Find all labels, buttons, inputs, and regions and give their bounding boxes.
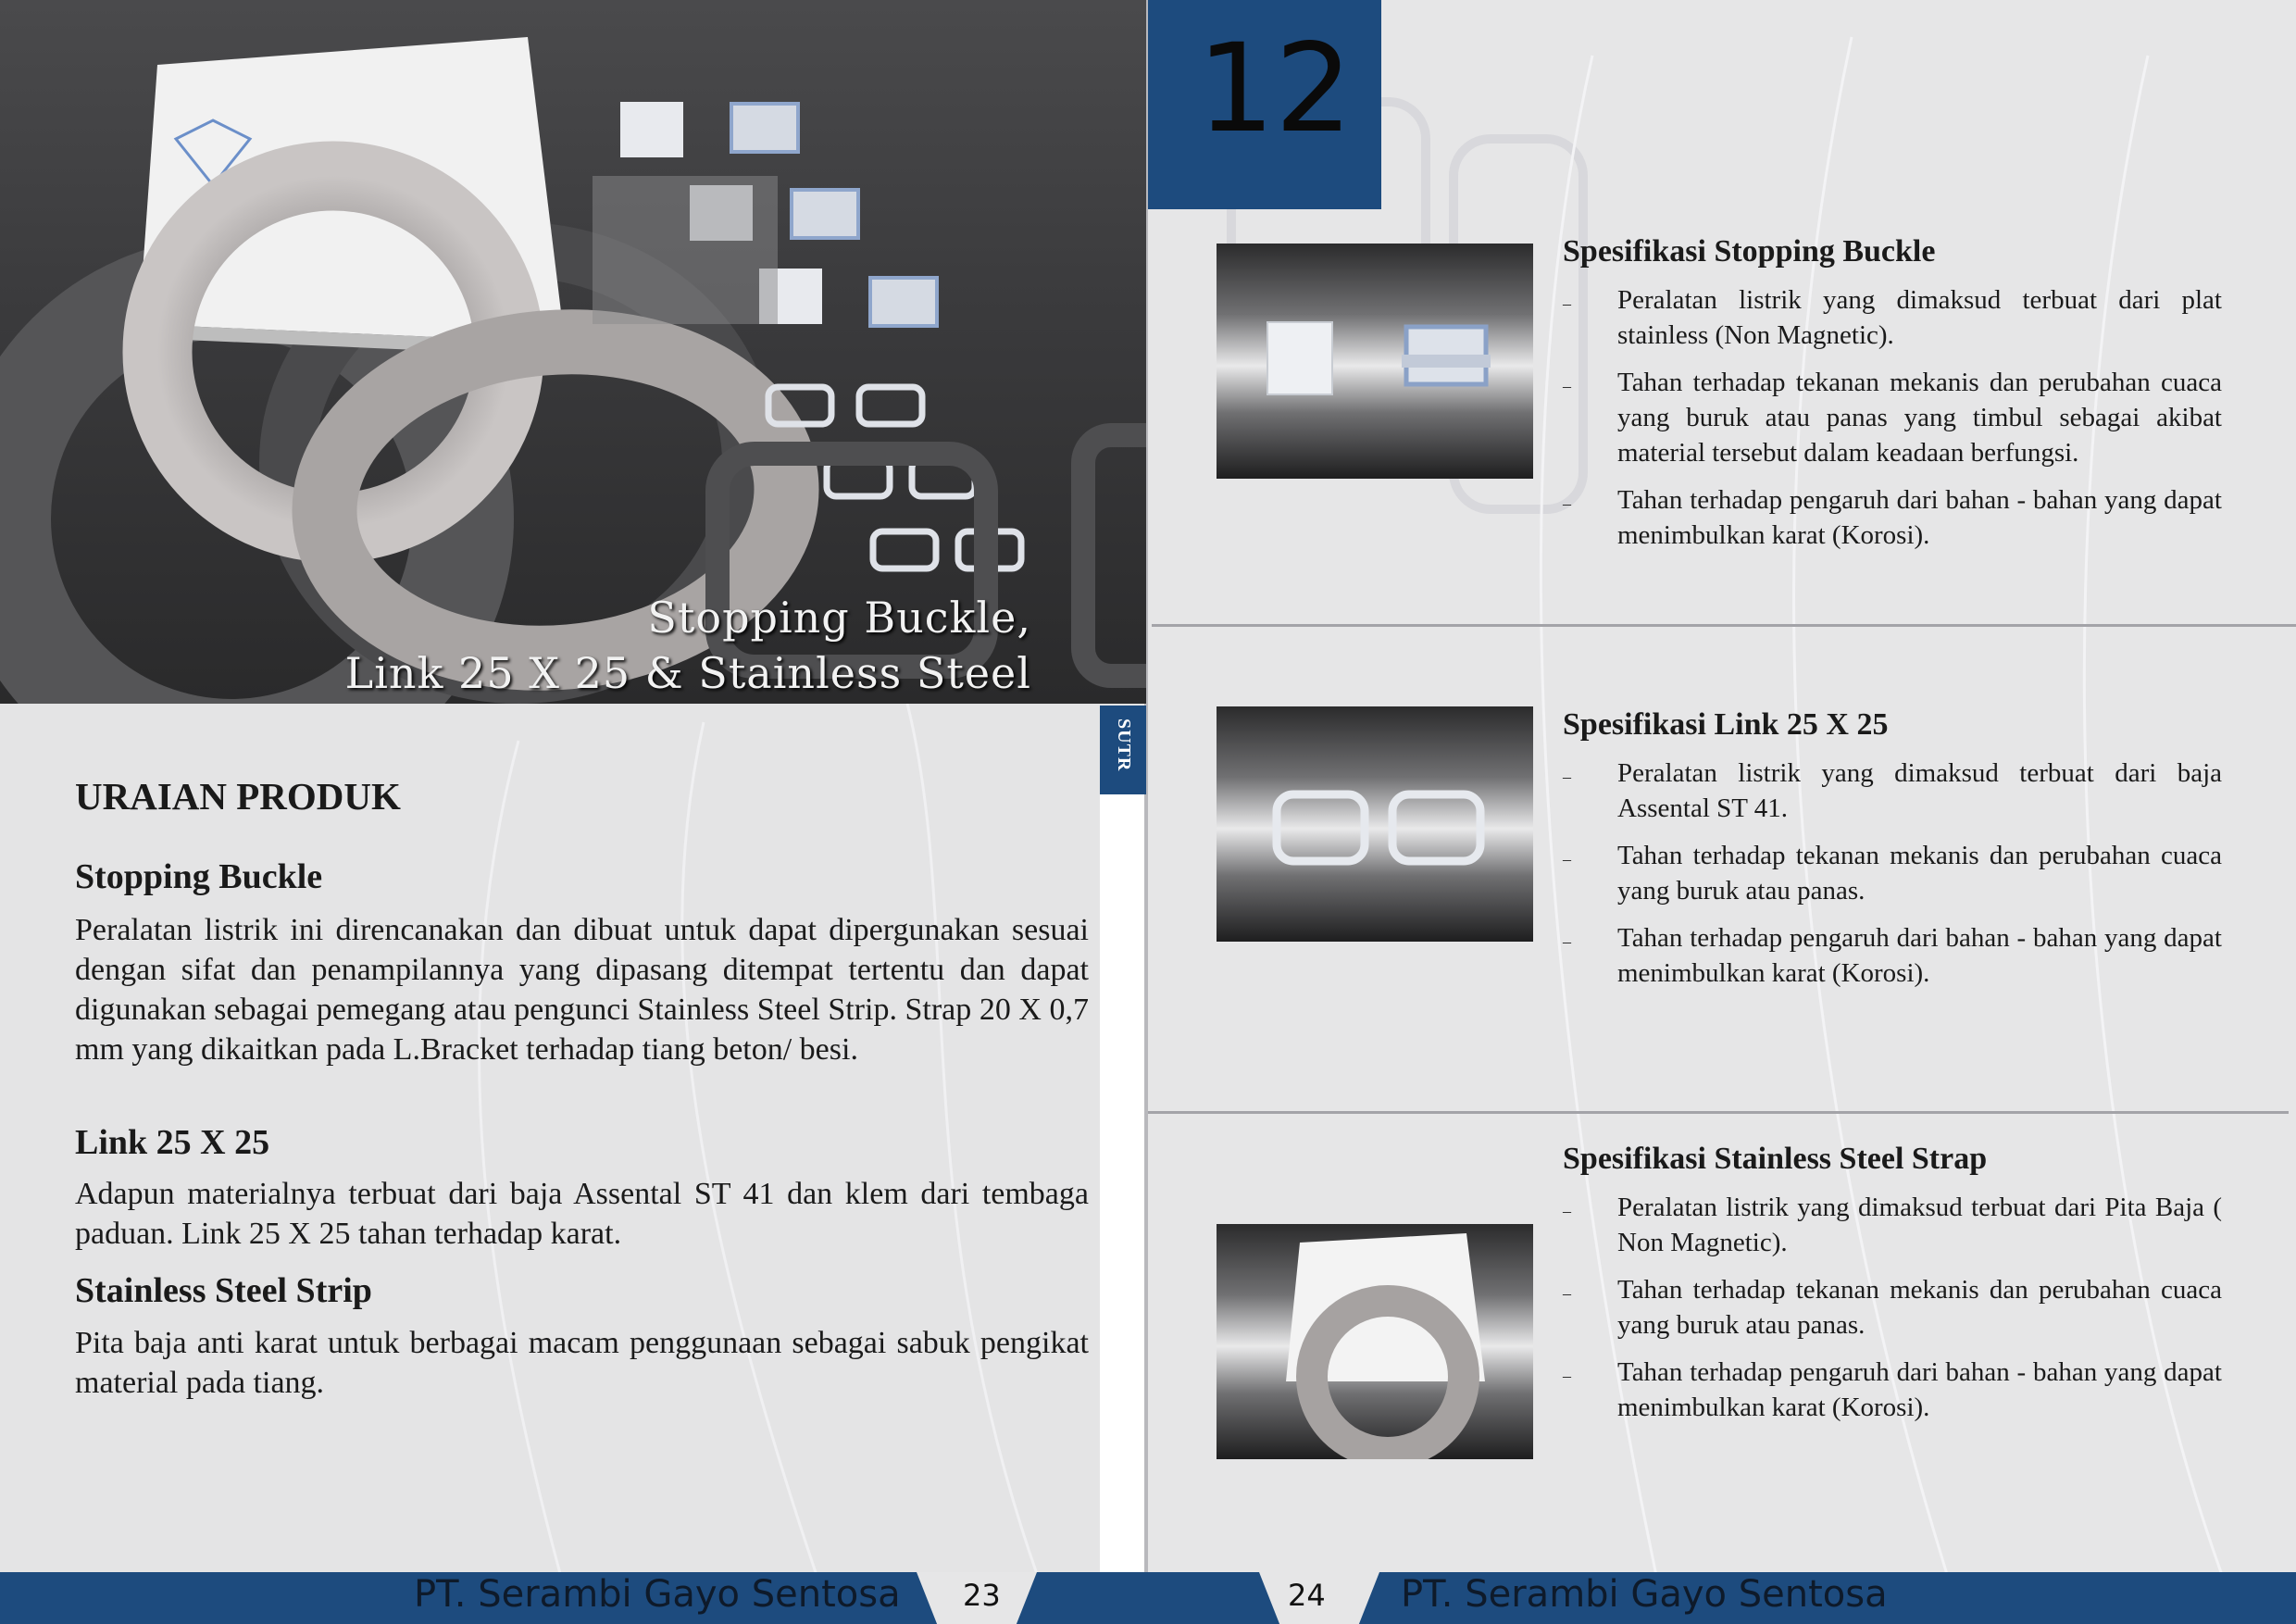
- spec-item: – Tahan terhadap pengaruh dari bahan - bahan yang dapat menimbulkan karat (Korosi).: [1563, 482, 2222, 553]
- spec-title-stainless-strap: Spesifikasi Stainless Steel Strap: [1563, 1142, 1988, 1176]
- spec-item: – Tahan terhadap tekanan mekanis dan perubahan cuaca yang buruk atau panas.: [1563, 1272, 2222, 1343]
- spec-list-stopping-buckle: [1563, 282, 2222, 565]
- hero-product-photo: [0, 0, 1146, 704]
- product-heading-stopping-buckle: Stopping Buckle: [75, 857, 323, 896]
- section-divider: [1148, 1111, 2289, 1114]
- spec-item: – Tahan terhadap pengaruh dari bahan - bahan yang dapat menimbulkan karat (Korosi).: [1563, 1355, 2222, 1425]
- stopping-buckle-photo: [1217, 244, 1533, 479]
- footer-company-left: PT. Serambi Gayo Sentosa: [414, 1573, 901, 1616]
- product-text-link: Adapun materialnya terbuat dari baja Assental ST 41 dan klem dari tembaga paduan. Link 25 X 25 tahan terhadap karat.: [75, 1177, 1089, 1251]
- section-divider: [1152, 624, 2296, 627]
- spec-list-stainless-strap: [1563, 1190, 2222, 1437]
- section-heading: URAIAN PRODUK: [75, 775, 401, 818]
- hero-caption-line2: Link 25 X 25 & Stainless Steel: [344, 648, 1031, 698]
- page-edge-strip: [1100, 794, 1144, 1572]
- product-heading-link: Link 25 X 25: [75, 1123, 270, 1162]
- product-heading-stainless-strip: Stainless Steel Strip: [75, 1271, 372, 1310]
- spec-title-link: Spesifikasi Link 25 X 25: [1563, 707, 1889, 742]
- spec-item: – Tahan terhadap tekanan mekanis dan perubahan cuaca yang buruk atau panas yang timbul sebagai akibat material tersebut dalam keadaan berfungsi.: [1563, 365, 2222, 470]
- spec-item: – Tahan terhadap pengaruh dari bahan - bahan yang dapat menimbulkan karat (Korosi).: [1563, 920, 2222, 991]
- link-photo: [1217, 706, 1533, 942]
- page-number-left: 23: [963, 1578, 1001, 1613]
- hero-caption-line1: Stopping Buckle,: [647, 593, 1031, 643]
- spec-item: – Peralatan listrik yang dimaksud terbuat dari plat stainless (Non Magnetic).: [1563, 282, 2222, 353]
- product-text-stainless-strip: Pita baja anti karat untuk berbagai macam penggunaan sebagai sabuk pengikat material pada tiang.: [75, 1326, 1089, 1400]
- spec-item: – Peralatan listrik yang dimaksud terbuat dari baja Assental ST 41.: [1563, 756, 2222, 826]
- spec-item: – Tahan terhadap tekanan mekanis dan perubahan cuaca yang buruk atau panas.: [1563, 838, 2222, 908]
- stainless-strap-photo: [1217, 1224, 1533, 1459]
- page-number-right: 24: [1288, 1578, 1326, 1613]
- side-tab-label: SUTR: [1114, 718, 1134, 772]
- product-text-stopping-buckle: Peralatan listrik ini direncanakan dan dibuat untuk dapat dipergunakan sesuai dengan sifat dan penampilannya yang dipasang ditempat tertentu dan dapat digunakan sebagai pemegang atau pengunci Stainless Steel Strip. Strap 20 X 0,7 mm yang dikaitkan pada L.Bracket terhadap tiang beton/ besi.: [75, 913, 1089, 1067]
- footer-company-right: PT. Serambi Gayo Sentosa: [1401, 1573, 1888, 1616]
- spec-list-link: [1563, 756, 2222, 1003]
- spec-item: – Peralatan listrik yang dimaksud terbuat dari Pita Baja ( Non Magnetic).: [1563, 1190, 2222, 1260]
- chapter-number: 12: [1197, 18, 1353, 160]
- side-tab: [1100, 706, 1146, 794]
- spec-title-stopping-buckle: Spesifikasi Stopping Buckle: [1563, 234, 1936, 269]
